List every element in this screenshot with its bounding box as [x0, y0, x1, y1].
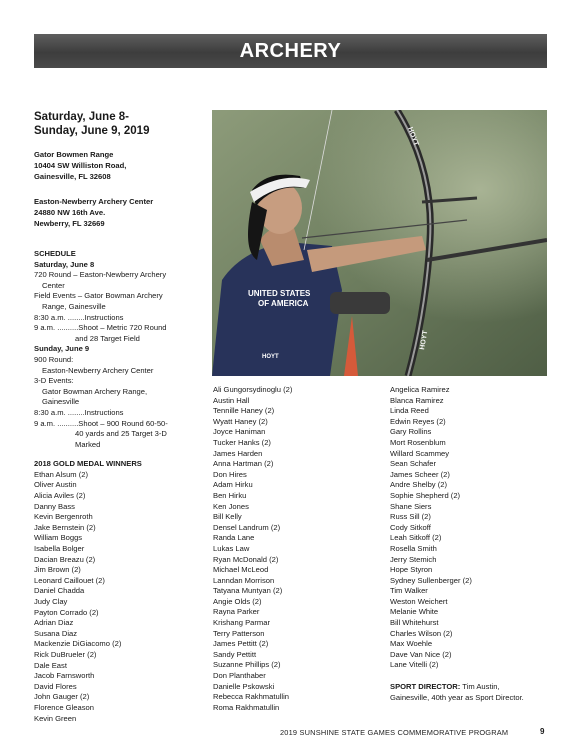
- winner-name: Ryan McDonald (2): [213, 554, 279, 564]
- winner-name: Dacian Breazu (2): [34, 554, 96, 564]
- schedule-line: 40 yards and 25 Target 3-D: [75, 429, 167, 439]
- winners-column-3: [390, 385, 550, 671]
- sport-director-label: SPORT DIRECTOR:: [390, 682, 461, 692]
- winner-name: Dave Van Nice (2): [390, 649, 452, 659]
- archer-photo: [212, 110, 547, 376]
- schedule-line: 8:30 a.m. ........Instructions: [34, 312, 124, 322]
- winner-name: Linda Reed: [390, 406, 429, 416]
- winner-name: Sophie Shepherd (2): [390, 490, 461, 500]
- schedule-line: Marked: [75, 439, 101, 449]
- venue-line: 24880 NW 16th Ave.: [34, 208, 106, 217]
- winner-name: Lane Vitelli (2): [390, 660, 439, 670]
- winner-name: Tatyana Muntyan (2): [213, 586, 283, 596]
- winner-name: David Flores: [34, 681, 77, 691]
- schedule-line: Sunday, June 9: [34, 344, 90, 354]
- schedule-line: Gainesville: [42, 397, 80, 407]
- winner-name: Tennille Haney (2): [213, 406, 275, 416]
- winner-name: Ethan Alsum (2): [34, 469, 89, 479]
- shirt-text-2: OF AMERICA: [258, 299, 309, 308]
- winner-name: Lanndan Morrison: [213, 575, 275, 585]
- sport-director-note: Gainesville, 40th year as Sport Director.: [390, 692, 524, 702]
- schedule-line: Easton-Newberry Archery Center: [42, 365, 154, 375]
- winner-name: Krishang Parmar: [213, 618, 270, 628]
- winners-column-2: [213, 385, 381, 713]
- event-dates: [34, 110, 206, 138]
- schedule-line: and 28 Target Field: [75, 333, 140, 343]
- winner-name: Adrian Diaz: [34, 618, 74, 628]
- winners-column-1: [34, 470, 206, 724]
- venue-easton-newberry: [34, 196, 206, 229]
- winner-name: Dale East: [34, 660, 67, 670]
- shirt-text-1: UNITED STATES: [248, 289, 311, 298]
- winner-name: John Gauger (2): [34, 692, 90, 702]
- winner-name: Daniel Chadda: [34, 586, 85, 596]
- event-dates-line-2: Sunday, June 9, 2019: [34, 125, 150, 137]
- winner-name: Hope Styron: [390, 565, 433, 575]
- winner-name: Tim Walker: [390, 586, 428, 596]
- winner-name: Max Woehle: [390, 639, 433, 649]
- schedule-list: [34, 260, 206, 451]
- winner-name: Leah Sitkoff (2): [390, 533, 442, 543]
- winner-name: Rosella Smith: [390, 543, 437, 553]
- winner-name: Bill Whitehurst: [390, 618, 439, 628]
- winner-name: Willard Scammey: [390, 448, 450, 458]
- winner-name: Ali Gungorsydinoglu (2): [213, 385, 293, 394]
- winner-name: Lukas Law: [213, 543, 250, 553]
- schedule-line: Saturday, June 8: [34, 259, 95, 269]
- schedule-line: Center: [42, 280, 65, 290]
- sport-director-name: Tim Austin,: [460, 682, 500, 692]
- schedule-line: 900 Round:: [34, 354, 74, 364]
- venue-line: Newberry, FL 32669: [34, 219, 105, 228]
- winner-name: Leonard Caillouet (2): [34, 575, 105, 585]
- winner-name: Angie Olds (2): [213, 596, 262, 606]
- footer-program-title: 2019 SUNSHINE STATE GAMES COMMEMORATIVE PROGRAM: [280, 728, 509, 737]
- winner-name: Kevin Bergenroth: [34, 512, 93, 522]
- bow-brand-bottom: HOYT: [419, 329, 430, 351]
- winner-name: Jake Bernstein (2): [34, 522, 96, 532]
- winner-name: Oliver Austin: [34, 480, 77, 490]
- schedule-line: 3-D Events:: [34, 376, 74, 386]
- winner-name: Jacob Farnsworth: [34, 671, 95, 681]
- winner-name: William Boggs: [34, 533, 83, 543]
- winner-name: Rayna Parker: [213, 607, 260, 617]
- winner-name: Danielle Pskowski: [213, 681, 275, 691]
- winner-name: Rick DuBrueler (2): [34, 649, 97, 659]
- venue-line: Gainesville, FL 32608: [34, 172, 111, 181]
- winner-name: Charles Wilson (2): [390, 628, 453, 638]
- winner-name: Jerry Stemich: [390, 554, 437, 564]
- schedule-heading: SCHEDULE: [34, 249, 76, 258]
- schedule-line: 9 a.m. ..........Shoot – Metric 720 Round: [34, 323, 167, 333]
- winner-name: Rebecca Rakhmatullin: [213, 692, 289, 702]
- winner-name: Joyce Haniman: [213, 427, 266, 437]
- winner-name: Angelica Ramirez: [390, 385, 450, 394]
- winner-name: Sean Schafer: [390, 459, 437, 469]
- winner-name: Weston Weichert: [390, 596, 448, 606]
- winner-name: Roma Rakhmatullin: [213, 702, 280, 712]
- winner-name: James Pettitt (2): [213, 639, 269, 649]
- section-title-banner: [34, 34, 547, 68]
- winner-name: Cody Sitkoff: [390, 522, 431, 532]
- winners-heading: 2018 GOLD MEDAL WINNERS: [34, 459, 142, 469]
- winner-name: Sydney Sullenberger (2): [390, 575, 472, 585]
- winner-name: Densel Landrum (2): [213, 522, 281, 532]
- schedule-line: Range, Gainesville: [42, 301, 106, 311]
- winner-name: Blanca Ramirez: [390, 395, 444, 405]
- schedule-line: 8:30 a.m. ........Instructions: [34, 407, 124, 417]
- venue-gator-bowmen: [34, 149, 206, 182]
- winner-name: Melanie White: [390, 607, 439, 617]
- winner-name: Adam Hirku: [213, 480, 253, 490]
- winner-name: Danny Bass: [34, 501, 75, 511]
- winner-name: Kevin Green: [34, 713, 77, 723]
- winner-name: Isabella Bolger: [34, 544, 85, 554]
- winner-name: Gary Rollins: [390, 427, 432, 437]
- schedule-line: 9 a.m. ..........Shoot – 900 Round 60-50-: [34, 418, 168, 428]
- page-title: ARCHERY: [239, 40, 342, 62]
- schedule-line: Field Events – Gator Bowman Archery: [34, 291, 163, 301]
- winner-name: Edwin Reyes (2): [390, 416, 446, 426]
- venue-line: Gator Bowmen Range: [34, 150, 114, 159]
- venue-line: Easton-Newberry Archery Center: [34, 197, 154, 206]
- winner-name: Payton Corrado (2): [34, 607, 99, 617]
- winner-name: Ben Hirku: [213, 490, 247, 500]
- winner-name: Austin Hall: [213, 395, 250, 405]
- winner-name: Randa Lane: [213, 533, 255, 543]
- winner-name: Andre Shelby (2): [390, 480, 447, 490]
- winner-name: Michael McLeod: [213, 565, 269, 575]
- schedule-line: Gator Bowman Archery Range,: [42, 386, 148, 396]
- left-column: [34, 110, 206, 724]
- winner-name: Don Planthaber: [213, 671, 266, 681]
- page-number: 9: [540, 727, 545, 736]
- winner-name: Ken Jones: [213, 501, 249, 511]
- right-column: [390, 385, 550, 703]
- winner-name: Suzanne Phillips (2): [213, 660, 281, 670]
- winner-name: Don Hires: [213, 469, 247, 479]
- winner-name: Susana Diaz: [34, 628, 78, 638]
- winner-name: Sandy Pettitt: [213, 649, 257, 659]
- winner-name: Anna Hartman (2): [213, 459, 274, 469]
- winner-name: Alicia Aviles (2): [34, 491, 86, 501]
- winner-name: Florence Gleason: [34, 702, 94, 712]
- winner-name: Bill Kelly: [213, 512, 242, 522]
- venue-line: 10404 SW Williston Road,: [34, 161, 127, 170]
- winner-name: James Harden: [213, 448, 263, 458]
- winner-name: Russ Sill (2): [390, 512, 431, 522]
- sport-director: [390, 682, 550, 703]
- chest-logo: HOYT: [262, 354, 279, 360]
- winner-name: Judy Clay: [34, 597, 68, 606]
- winner-name: Mackenzie DiGiacomo (2): [34, 639, 122, 649]
- winner-name: Terry Patterson: [213, 628, 265, 638]
- bow-brand-top: HOYT: [406, 126, 420, 147]
- winner-name: Wyatt Haney (2): [213, 416, 268, 426]
- winner-name: Shane Siers: [390, 501, 432, 511]
- winner-name: Mort Rosenblum: [390, 437, 446, 447]
- event-dates-line-1: Saturday, June 8-: [34, 111, 130, 123]
- winner-name: Jim Brown (2): [34, 565, 81, 575]
- winner-name: James Scheer (2): [390, 469, 450, 479]
- winner-name: Tucker Hanks (2): [213, 437, 271, 447]
- schedule-line: 720 Round – Easton-Newberry Archery: [34, 270, 167, 280]
